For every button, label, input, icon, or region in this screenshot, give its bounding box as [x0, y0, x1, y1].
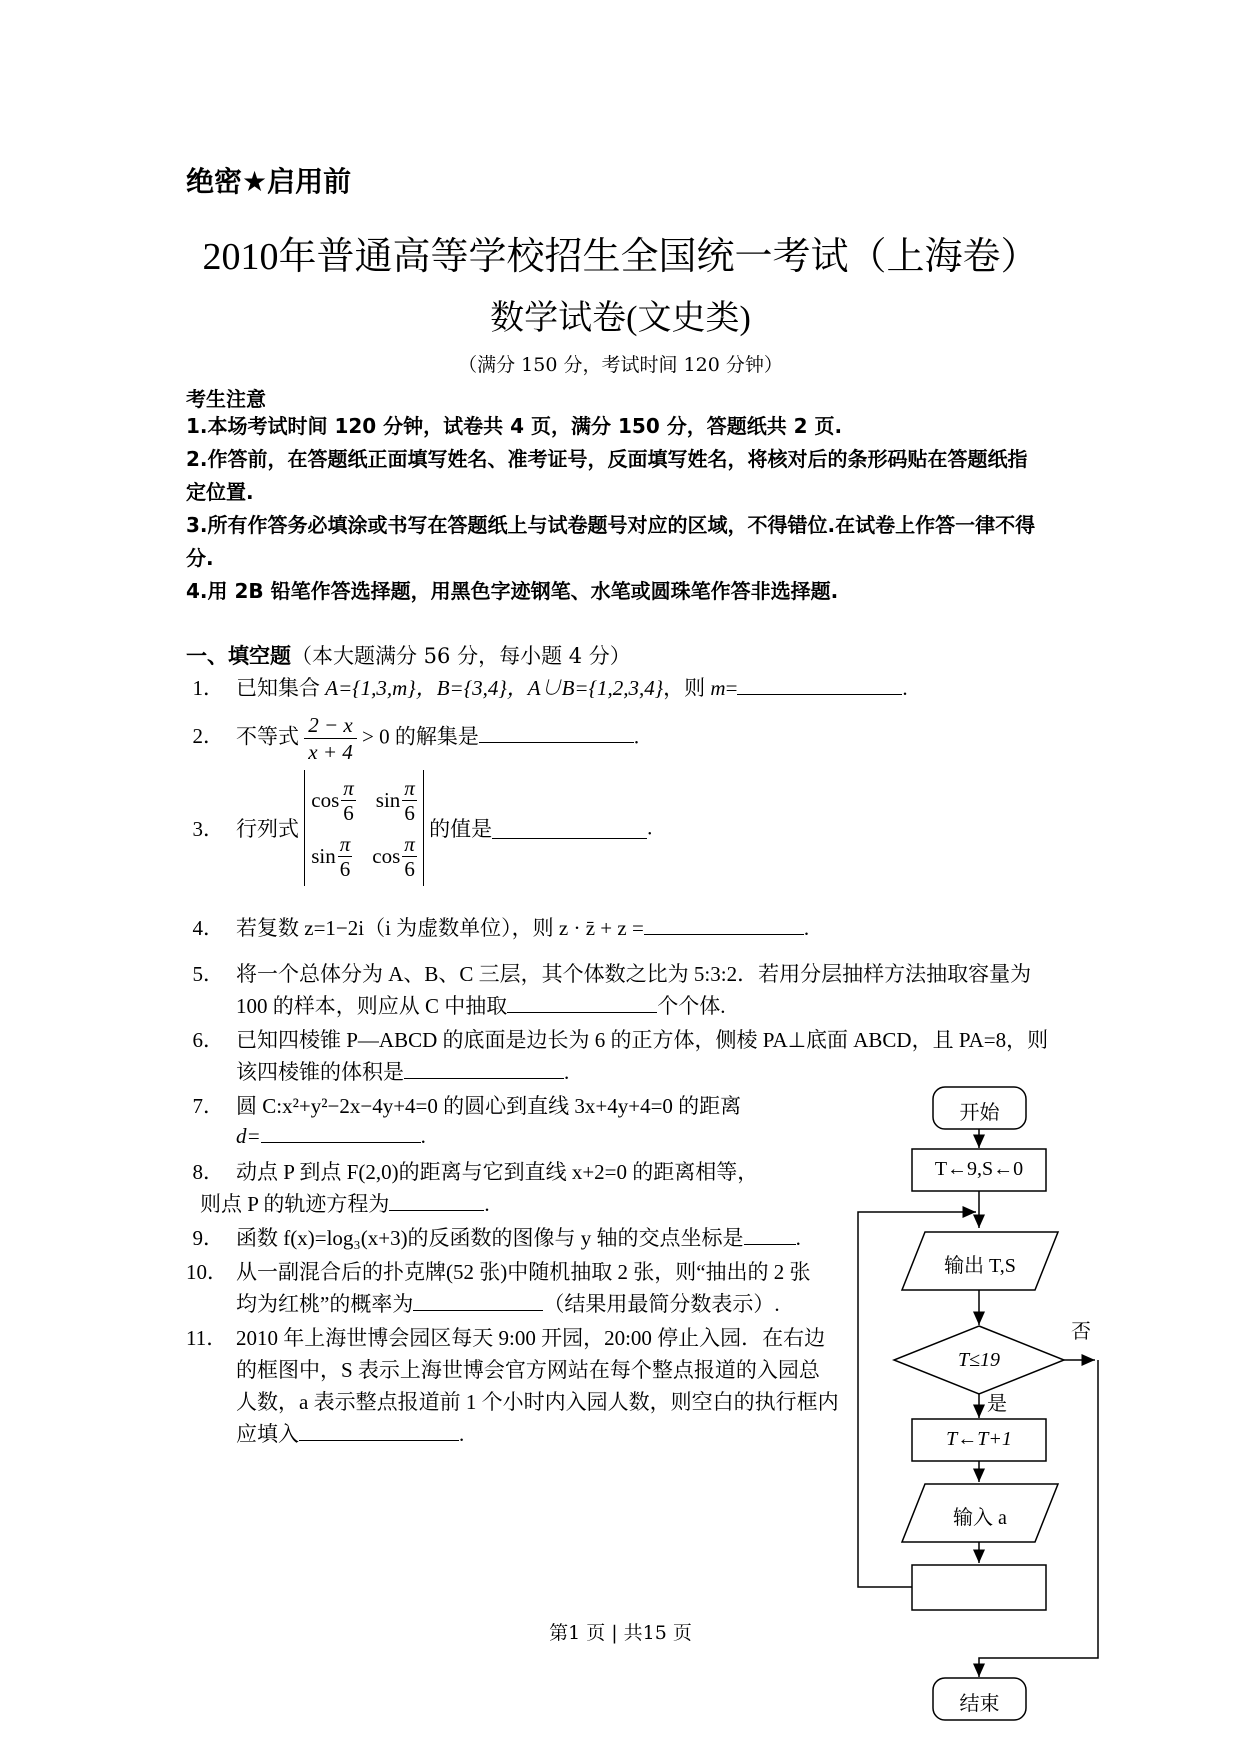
notice-item-4: 4.用 2B 铅笔作答选择题，用黑色字迹钢笔、水笔或圆珠笔作答非选择题.: [186, 579, 839, 603]
flow-blank-box: [912, 1565, 1046, 1610]
question-6-line-2: 该四棱锥的体积是 .: [236, 1060, 570, 1084]
notice-item-2: 2.作答前，在答题纸正面填写姓名、准考证号，反面填写姓名，将核对后的条形码贴在答题纸指定位置.: [186, 447, 1028, 504]
question-10: 10． 从一副混合后的扑克牌(52 张)中随机抽取 2 张，则“抽出的 2 张: [186, 1260, 811, 1284]
determinant: cos π 6 sin π 6 sin π 6 cos π 6: [304, 770, 424, 886]
question-5-line-2: 100 的样本，则应从 C 中抽取 个个体.: [236, 994, 726, 1018]
question-8: 8． 动点 P 到点 F(2,0)的距离与它到直线 x+2=0 的距离相等，: [192, 1160, 759, 1184]
section-name: 一、填空题: [186, 644, 291, 668]
question-6: 6． 已知四棱锥 P—ABCD 的底面是边长为 6 的正方体，侧棱 PA⊥底面 ABCD，且 PA=8，则: [192, 1028, 1049, 1052]
flow-no-label: 否: [1071, 1321, 1091, 1343]
question-11: 11． 2010 年上海世博会园区每天 9:00 开园，20:00 停止入园．在右边: [186, 1326, 826, 1350]
question-7: 7． 圆 C:x²+y²−2x−4y+4=0 的圆心到直线 3x+4y+4=0 的距离: [192, 1094, 742, 1118]
inequality-fraction: $\frac{2 - x}{x + 4}$: [304, 712, 357, 765]
question-7-line-2: d= .: [236, 1124, 426, 1148]
question-11-line-2: 的框图中，S 表示上海世博会官方网站在每个整点报道的入园总: [236, 1358, 820, 1382]
question-11-line-3: 人数，a 表示整点报道前 1 个小时内入园人数，则空白的执行框内: [236, 1390, 839, 1414]
question-10-line-2: 均为红桃”的概率为 （结果用最简分数表示）.: [236, 1292, 780, 1316]
exam-subtitle: 数学试卷(文史类): [490, 300, 751, 337]
flow-input-label: 输入 a: [953, 1507, 1007, 1529]
flow-end-label: 结束: [959, 1693, 1000, 1715]
question-5: 5． 将一个总体分为 A、B、C 三层，其个体数之比为 5:3:2．若用分层抽样方法抽取容量为: [192, 962, 1032, 986]
exam-title: 2010年普通高等学校招生全国统一考试（上海卷）: [202, 236, 1039, 278]
flow-init-label: T←9,S←0: [934, 1158, 1024, 1180]
question-4: 4． 若复数 z=1−2i（i 为虚数单位），则 z · z̄ + z = .: [192, 916, 810, 940]
flow-start-label: 开始: [959, 1102, 1000, 1124]
score-time-line: （满分 150 分，考试时间 120 分钟）: [458, 354, 783, 376]
flow-output-label: 输出 T,S: [944, 1255, 1016, 1277]
question-11-line-4: 应填入 .: [236, 1422, 465, 1446]
notice-heading: 考生注意: [186, 387, 266, 411]
flow-increment-label: T←T+1: [946, 1428, 1012, 1450]
page-footer: 第1 页 | 共15 页: [549, 1622, 692, 1644]
question-2: 2． 不等式 $\frac{2 - x}{x + 4}$ > 0 的解集是 .: [192, 713, 640, 764]
question-3: 3． 行列式 cos π 6 sin π 6 sin π 6 cos π 6 的值是 .: [186, 770, 652, 886]
notice-item-1: 1.本场考试时间 120 分钟，试卷共 4 页，满分 150 分，答题纸共 2 页.: [186, 414, 843, 438]
question-9: 9． 函数 f(x)=log₃(x+3)的反函数的图像与 y 轴的交点坐标是 .: [192, 1226, 801, 1250]
question-1: 1． 已知集合 A={1,3,m}，B={3,4}，A∪B={1,2,3,4}，则 m= .: [192, 676, 908, 700]
notice-item-3: 3.所有作答务必填涂或书写在答题纸上与试卷题号对应的区域，不得错位.在试卷上作答一律不得分.: [186, 513, 1036, 570]
question-8-line-2: 则点 P 的轨迹方程为 .: [200, 1192, 490, 1216]
confidential-mark: 绝密★启用前: [186, 165, 352, 198]
section-desc: （本大题满分 56 分，每小题 4 分）: [291, 644, 631, 668]
flow-yes-label: 是: [987, 1393, 1007, 1415]
flow-condition-label: T≤19: [957, 1349, 1001, 1371]
